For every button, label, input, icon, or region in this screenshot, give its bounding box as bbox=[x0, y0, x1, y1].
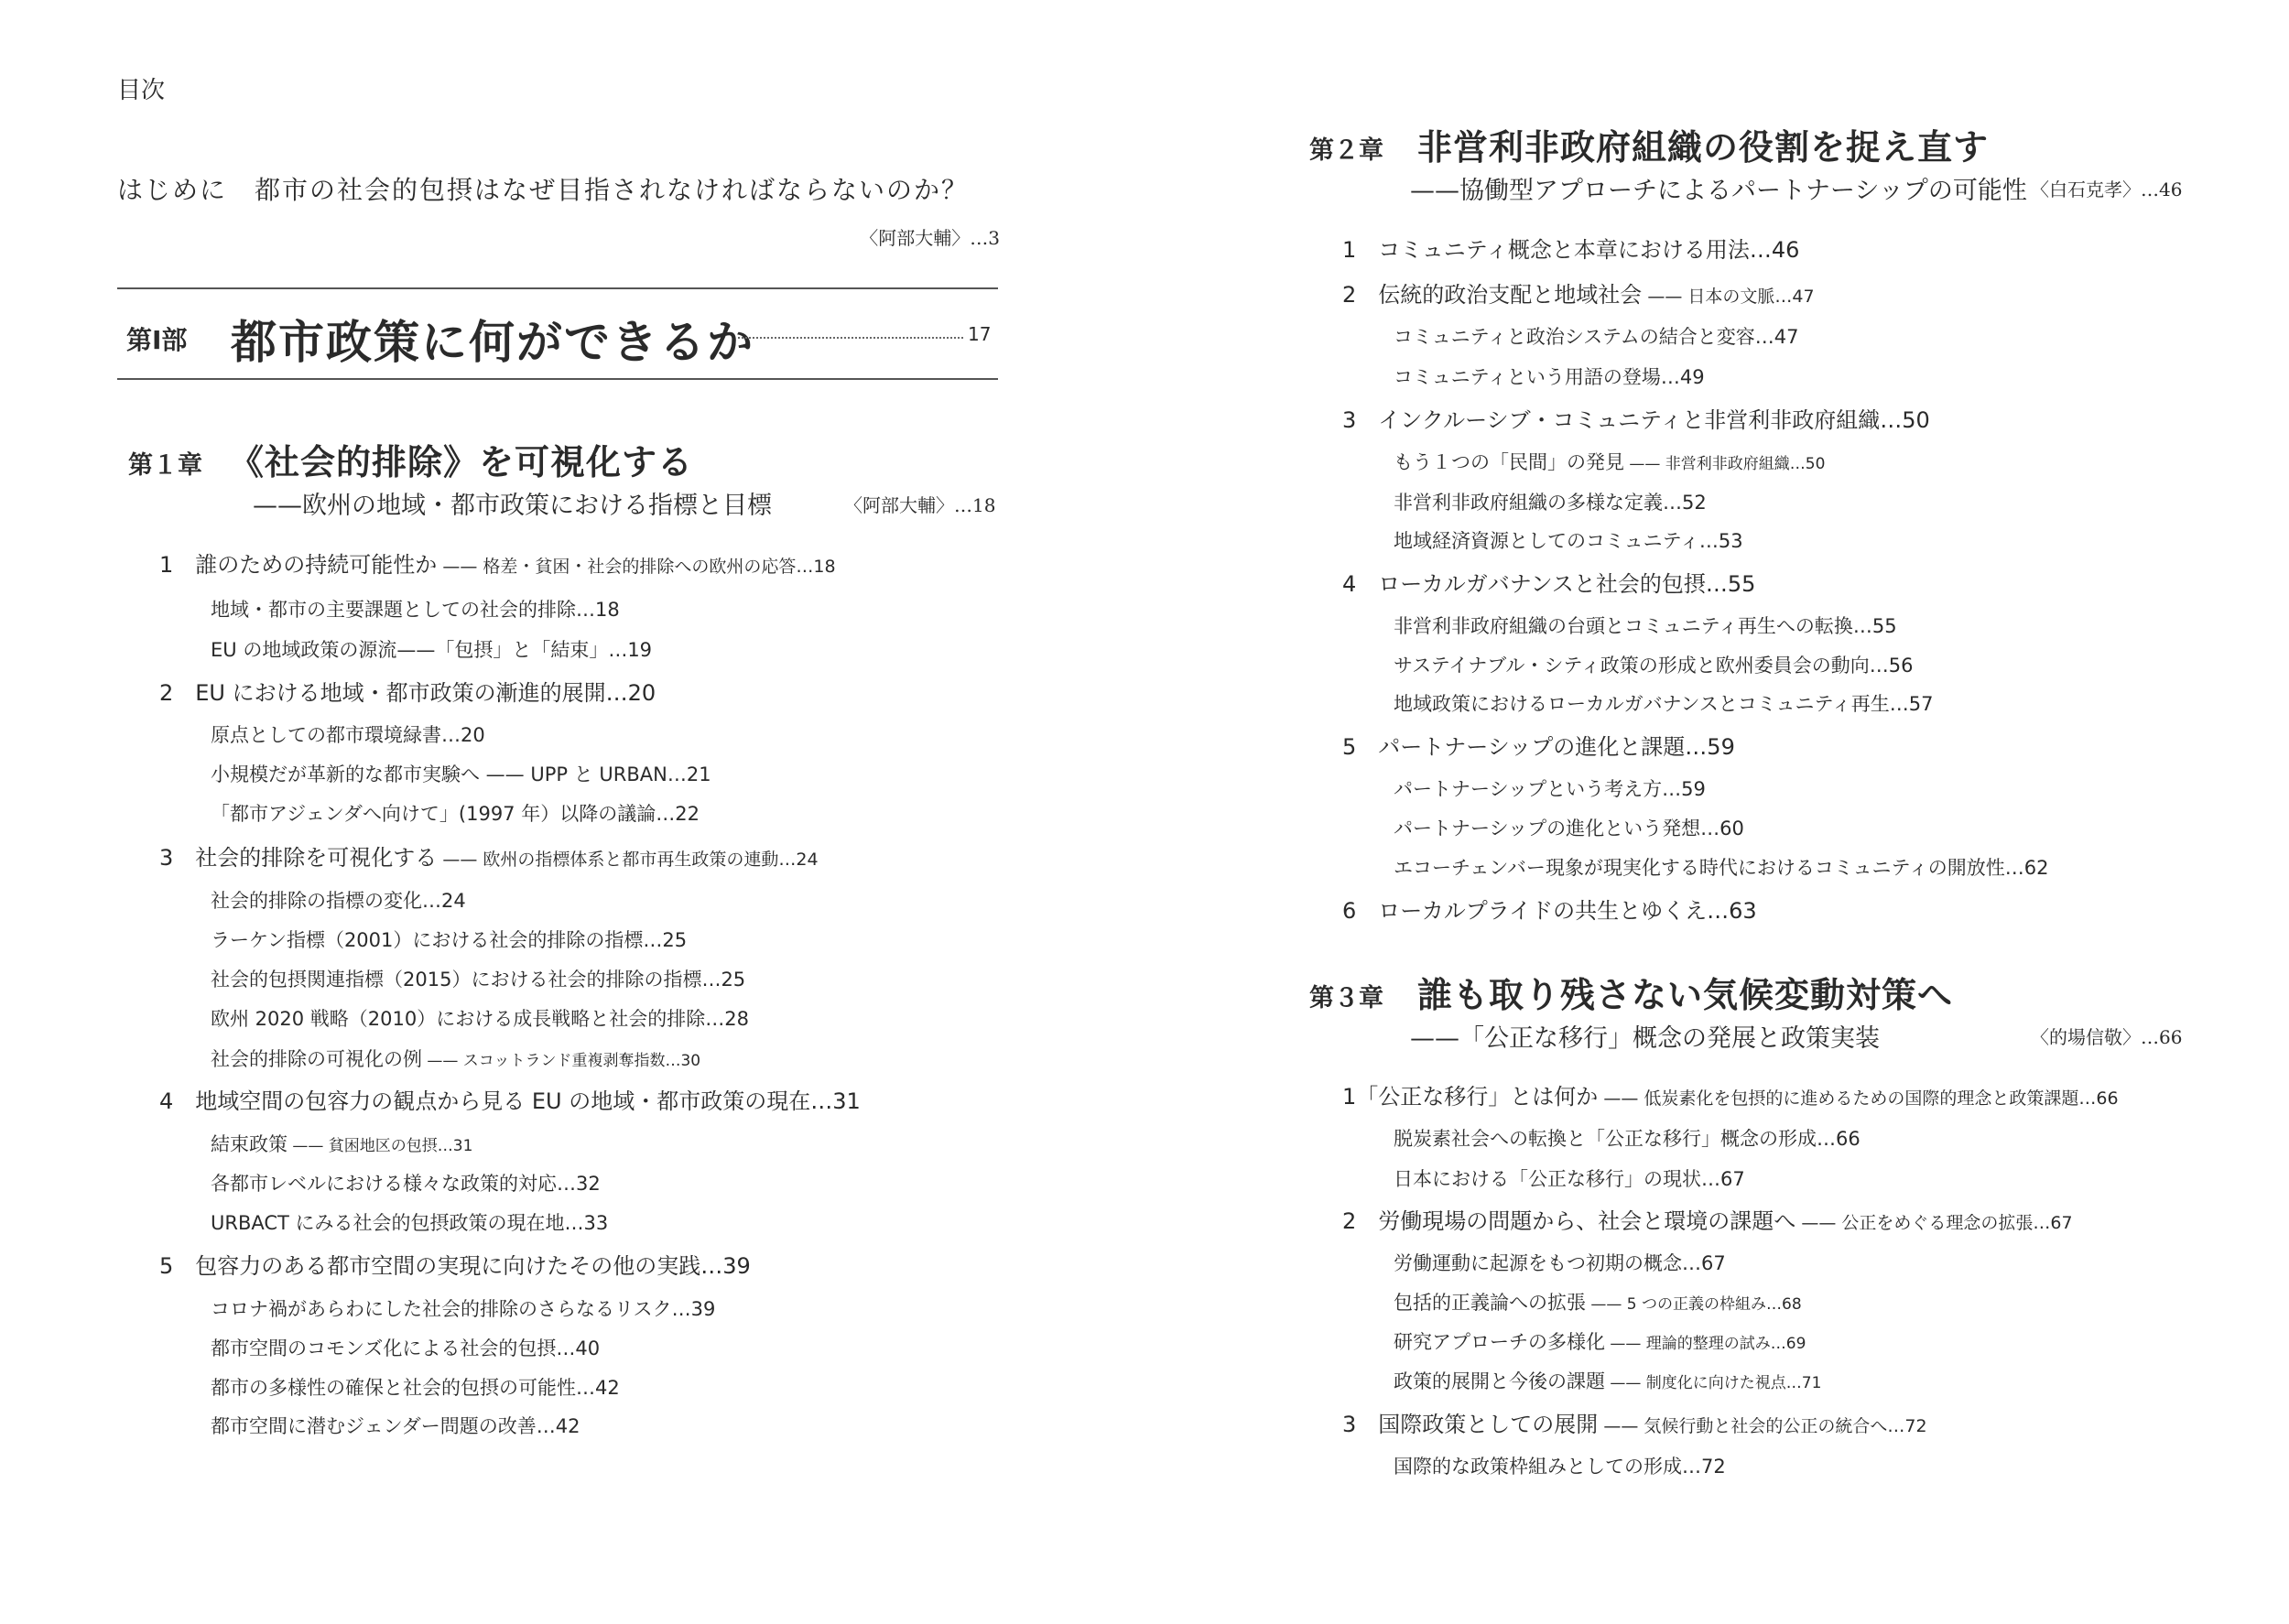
toc-entry-text: 都市空間のコモンズ化による社会的包摂…40 bbox=[211, 1337, 601, 1359]
toc-subsection-entry bbox=[211, 635, 652, 663]
toc-section-entry bbox=[159, 1248, 751, 1280]
chapter1-author-page: 〈阿部大輔〉…18 bbox=[844, 494, 996, 516]
toc-entry-text: 労働運動に起源をもつ初期の概念…67 bbox=[1394, 1252, 1726, 1274]
toc-entry-text: 各都市レベルにおける様々な政策的対応…32 bbox=[211, 1173, 601, 1195]
toc-entry-subtitle: —— 気候行動と社会的公正の統合へ…72 bbox=[1598, 1416, 1927, 1436]
toc-subsection-entry bbox=[1394, 1327, 1806, 1355]
toc-subsection-entry bbox=[211, 1412, 580, 1439]
toc-subsection-entry bbox=[211, 1045, 700, 1072]
toc-subsection-entry bbox=[211, 1334, 600, 1361]
toc-entry-text: 1 コミュニティ概念と本章における用法…46 bbox=[1342, 237, 1800, 263]
toc-subsection-entry bbox=[211, 760, 711, 787]
toc-entry-subtitle: —— 5 つの正義の枠組み…68 bbox=[1586, 1295, 1802, 1314]
toc-entry-text: 非営利非政府組織の台頭とコミュニティ再生への転換…55 bbox=[1394, 615, 1897, 637]
toc-subsection-entry bbox=[1394, 814, 1744, 841]
toc-subsection-entry bbox=[1394, 1164, 1745, 1192]
toc-subsection-entry bbox=[1394, 448, 1825, 475]
toc-entry-text: 研究アプローチの多様化 bbox=[1394, 1331, 1605, 1353]
toc-subsection-entry bbox=[1394, 322, 1799, 350]
toc-subsection-entry bbox=[1394, 1249, 1726, 1276]
toc-subsection-entry bbox=[211, 965, 745, 992]
toc-entry-text: 原点としての都市環境緑書…20 bbox=[211, 724, 485, 746]
toc-entry-text: 非営利非政府組織の多様な定義…52 bbox=[1394, 492, 1707, 514]
toc-entry-text: 2 労働現場の問題から、社会と環境の課題へ bbox=[1342, 1208, 1796, 1234]
part-rule-top bbox=[117, 287, 998, 289]
toc-section-entry bbox=[1342, 276, 1815, 309]
toc-subsection-entry bbox=[1394, 526, 1743, 554]
toc-entry-subtitle: —— スコットランド重複剥奪指数…30 bbox=[422, 1052, 701, 1070]
toc-subsection-entry bbox=[1394, 1288, 1802, 1315]
toc-entry-text: もう１つの「民間」の発見 bbox=[1394, 451, 1624, 473]
intro-title: はじめに 都市の社会的包摂はなぜ目指されなければならないのか？ bbox=[117, 175, 970, 205]
part-label: 第Ⅰ部 bbox=[126, 325, 188, 355]
toc-entry-subtitle: —— 理論的整理の試み…69 bbox=[1605, 1335, 1806, 1353]
toc-subsection-entry bbox=[211, 926, 687, 953]
toc-subsection-entry bbox=[211, 1373, 620, 1401]
toc-subsection-entry bbox=[211, 595, 620, 623]
toc-section-entry bbox=[1342, 232, 1799, 264]
toc-entry-text: 2 EU における地域・都市政策の漸進的展開…20 bbox=[159, 680, 656, 706]
chapter2-title: 非営利非政府組織の役割を捉え直す bbox=[1417, 127, 1990, 168]
toc-entry-subtitle: —— 低炭素化を包摂的に進めるための国際的理念と政策課題…66 bbox=[1598, 1088, 2119, 1109]
chapter1-label: 第１章 bbox=[128, 451, 202, 480]
toc-entry-subtitle: —— 格差・貧困・社会的排除への欧州の応答…18 bbox=[437, 557, 836, 577]
toc-subsection-entry bbox=[211, 1004, 749, 1032]
chapter1-subtitle: ——欧州の地域・都市政策における指標と目標 bbox=[253, 492, 772, 520]
toc-entry-text: 社会的排除の指標の変化…24 bbox=[211, 890, 466, 912]
toc-entry-subtitle: —— 日本の文脈…47 bbox=[1642, 287, 1815, 307]
toc-entry-text: 3 インクルーシブ・コミュニティと非営利非政府組織…50 bbox=[1342, 407, 1930, 433]
toc-entry-text: パートナーシップの進化という発想…60 bbox=[1394, 817, 1744, 839]
toc-entry-subtitle: —— 欧州の指標体系と都市再生政策の連動…24 bbox=[437, 850, 819, 870]
toc-section-entry bbox=[1342, 1078, 2119, 1110]
toc-entry-text: 日本における「公正な移行」の現状…67 bbox=[1394, 1168, 1745, 1190]
toc-entry-subtitle: —— 貧困地区の包摂…31 bbox=[287, 1137, 473, 1155]
part-dot-leader bbox=[738, 337, 963, 339]
toc-entry-text: 6 ローカルプライドの共生とゆくえ…63 bbox=[1342, 898, 1757, 924]
toc-entry-text: コミュニティと政治システムの結合と変容…47 bbox=[1394, 326, 1799, 348]
toc-section-entry bbox=[1342, 402, 1930, 434]
toc-subsection-entry bbox=[1394, 488, 1707, 515]
toc-entry-text: 都市の多様性の確保と社会的包摂の可能性…42 bbox=[211, 1377, 620, 1399]
toc-entry-subtitle: —— 公正をめぐる理念の拡張…67 bbox=[1795, 1213, 2073, 1233]
toc-entry-text: EU の地域政策の源流——「包摂」と「結束」…19 bbox=[211, 639, 653, 661]
toc-section-entry bbox=[1342, 1406, 1927, 1438]
toc-section-entry bbox=[1342, 566, 1755, 598]
toc-subsection-entry bbox=[1394, 853, 2049, 881]
toc-heading: 目次 bbox=[117, 77, 166, 104]
chapter3-title: 誰も取り残さない気候変動対策へ bbox=[1417, 975, 1954, 1015]
part-page-number: 17 bbox=[968, 323, 992, 345]
toc-entry-text: 5 パートナーシップの進化と課題…59 bbox=[1342, 734, 1735, 760]
toc-subsection-entry bbox=[1394, 1124, 1860, 1152]
chapter2-subtitle: ——協働型アプローチによるパートナーシップの可能性 bbox=[1410, 177, 2027, 205]
toc-entry-text: エコーチェンバー現象が現実化する時代におけるコミュニティの開放性…62 bbox=[1394, 857, 2049, 879]
toc-subsection-entry bbox=[1394, 612, 1897, 639]
toc-entry-subtitle: —— 制度化に向けた視点…71 bbox=[1605, 1374, 1822, 1392]
toc-entry-text: 4 地域空間の包容力の観点から見る EU の地域・都市政策の現在…31 bbox=[159, 1088, 861, 1114]
part-title: 都市政策に何ができるか bbox=[231, 316, 754, 369]
chapter1-title: 《社会的排除》を可視化する bbox=[229, 442, 694, 482]
chapter3-subtitle: ——「公正な移行」概念の発展と政策実装 bbox=[1410, 1024, 1880, 1053]
chapter2-author-page: 〈白石克孝〉…46 bbox=[2031, 179, 2183, 200]
toc-entry-text: 国際的な政策枠組みとしての形成…72 bbox=[1394, 1456, 1726, 1478]
toc-entry-text: 政策的展開と今後の課題 bbox=[1394, 1370, 1605, 1392]
chapter3-author-page: 〈的場信敬〉…66 bbox=[2031, 1026, 2183, 1048]
toc-section-entry bbox=[159, 547, 836, 579]
toc-subsection-entry bbox=[211, 886, 466, 914]
toc-entry-text: 地域経済資源としてのコミュニティ…53 bbox=[1394, 530, 1743, 552]
toc-entry-text: 3 国際政策としての展開 bbox=[1342, 1412, 1599, 1437]
toc-entry-text: 3 社会的排除を可視化する bbox=[159, 845, 438, 871]
toc-entry-text: 4 ローカルガバナンスと社会的包摂…55 bbox=[1342, 571, 1756, 597]
chapter3-label: 第３章 bbox=[1309, 984, 1383, 1012]
chapter2-label: 第２章 bbox=[1309, 136, 1383, 165]
toc-entry-text: 社会的包摂関連指標（2015）における社会的排除の指標…25 bbox=[211, 969, 746, 991]
toc-subsection-entry bbox=[211, 1130, 472, 1157]
toc-entry-text: コミュニティという用語の登場…49 bbox=[1394, 366, 1705, 388]
toc-subsection-entry bbox=[211, 799, 700, 827]
part-rule-bottom bbox=[117, 378, 998, 380]
toc-section-entry bbox=[159, 675, 656, 707]
intro-author-page: 〈阿部大輔〉…3 bbox=[860, 227, 1000, 249]
toc-subsection-entry bbox=[1394, 774, 1706, 802]
toc-entry-text: 都市空間に潜むジェンダー問題の改善…42 bbox=[211, 1415, 580, 1437]
toc-entry-text: サステイナブル・シティ政策の形成と欧州委員会の動向…56 bbox=[1394, 655, 1914, 677]
toc-entry-text: コロナ禍があらわにした社会的排除のさらなるリスク…39 bbox=[211, 1298, 716, 1320]
toc-entry-text: 5 包容力のある都市空間の実現に向けたその他の実践…39 bbox=[159, 1253, 751, 1279]
toc-subsection-entry bbox=[211, 1169, 601, 1196]
toc-entry-text: 脱炭素社会への転換と「公正な移行」概念の形成…66 bbox=[1394, 1128, 1860, 1150]
toc-section-entry bbox=[1342, 729, 1735, 761]
toc-section-entry bbox=[1342, 893, 1757, 925]
toc-subsection-entry bbox=[211, 1294, 715, 1322]
toc-entry-text: 地域・都市の主要課題としての社会的排除…18 bbox=[211, 599, 620, 621]
toc-subsection-entry bbox=[1394, 1452, 1726, 1479]
toc-entry-subtitle: —— 非営利非政府組織…50 bbox=[1624, 455, 1826, 473]
toc-entry-text: URBACT にみる社会的包摂政策の現在地…33 bbox=[211, 1212, 609, 1234]
toc-subsection-entry bbox=[211, 1208, 608, 1236]
toc-entry-text: 包括的正義論への拡張 bbox=[1394, 1292, 1586, 1314]
toc-entry-text: 1 誰のための持続可能性か bbox=[159, 552, 438, 578]
toc-entry-text: ラーケン指標（2001）における社会的排除の指標…25 bbox=[211, 929, 688, 951]
toc-entry-text: 1「公正な移行」とは何か bbox=[1342, 1084, 1599, 1110]
toc-section-entry bbox=[159, 839, 819, 872]
toc-entry-text: 結束政策 bbox=[211, 1133, 287, 1155]
toc-subsection-entry bbox=[1394, 363, 1705, 390]
toc-subsection-entry bbox=[1394, 651, 1913, 678]
toc-entry-text: 小規模だが革新的な都市実験へ —— UPP と URBAN…21 bbox=[211, 763, 711, 785]
toc-section-entry bbox=[1342, 1203, 2073, 1235]
toc-section-entry bbox=[159, 1083, 861, 1115]
toc-entry-text: 欧州 2020 戦略（2010）における成長戦略と社会的排除…28 bbox=[211, 1008, 749, 1030]
toc-entry-text: 「都市アジェンダへ向けて」(1997 年）以降の議論…22 bbox=[211, 803, 700, 825]
toc-subsection-entry bbox=[211, 720, 485, 748]
toc-entry-text: パートナーシップという考え方…59 bbox=[1394, 778, 1706, 800]
toc-entry-text: 社会的排除の可視化の例 bbox=[211, 1048, 422, 1070]
toc-subsection-entry bbox=[1394, 1367, 1821, 1394]
toc-entry-text: 地域政策におけるローカルガバナンスとコミュニティ再生…57 bbox=[1394, 693, 1934, 715]
toc-entry-text: 2 伝統的政治支配と地域社会 bbox=[1342, 282, 1643, 308]
toc-subsection-entry bbox=[1394, 689, 1934, 717]
